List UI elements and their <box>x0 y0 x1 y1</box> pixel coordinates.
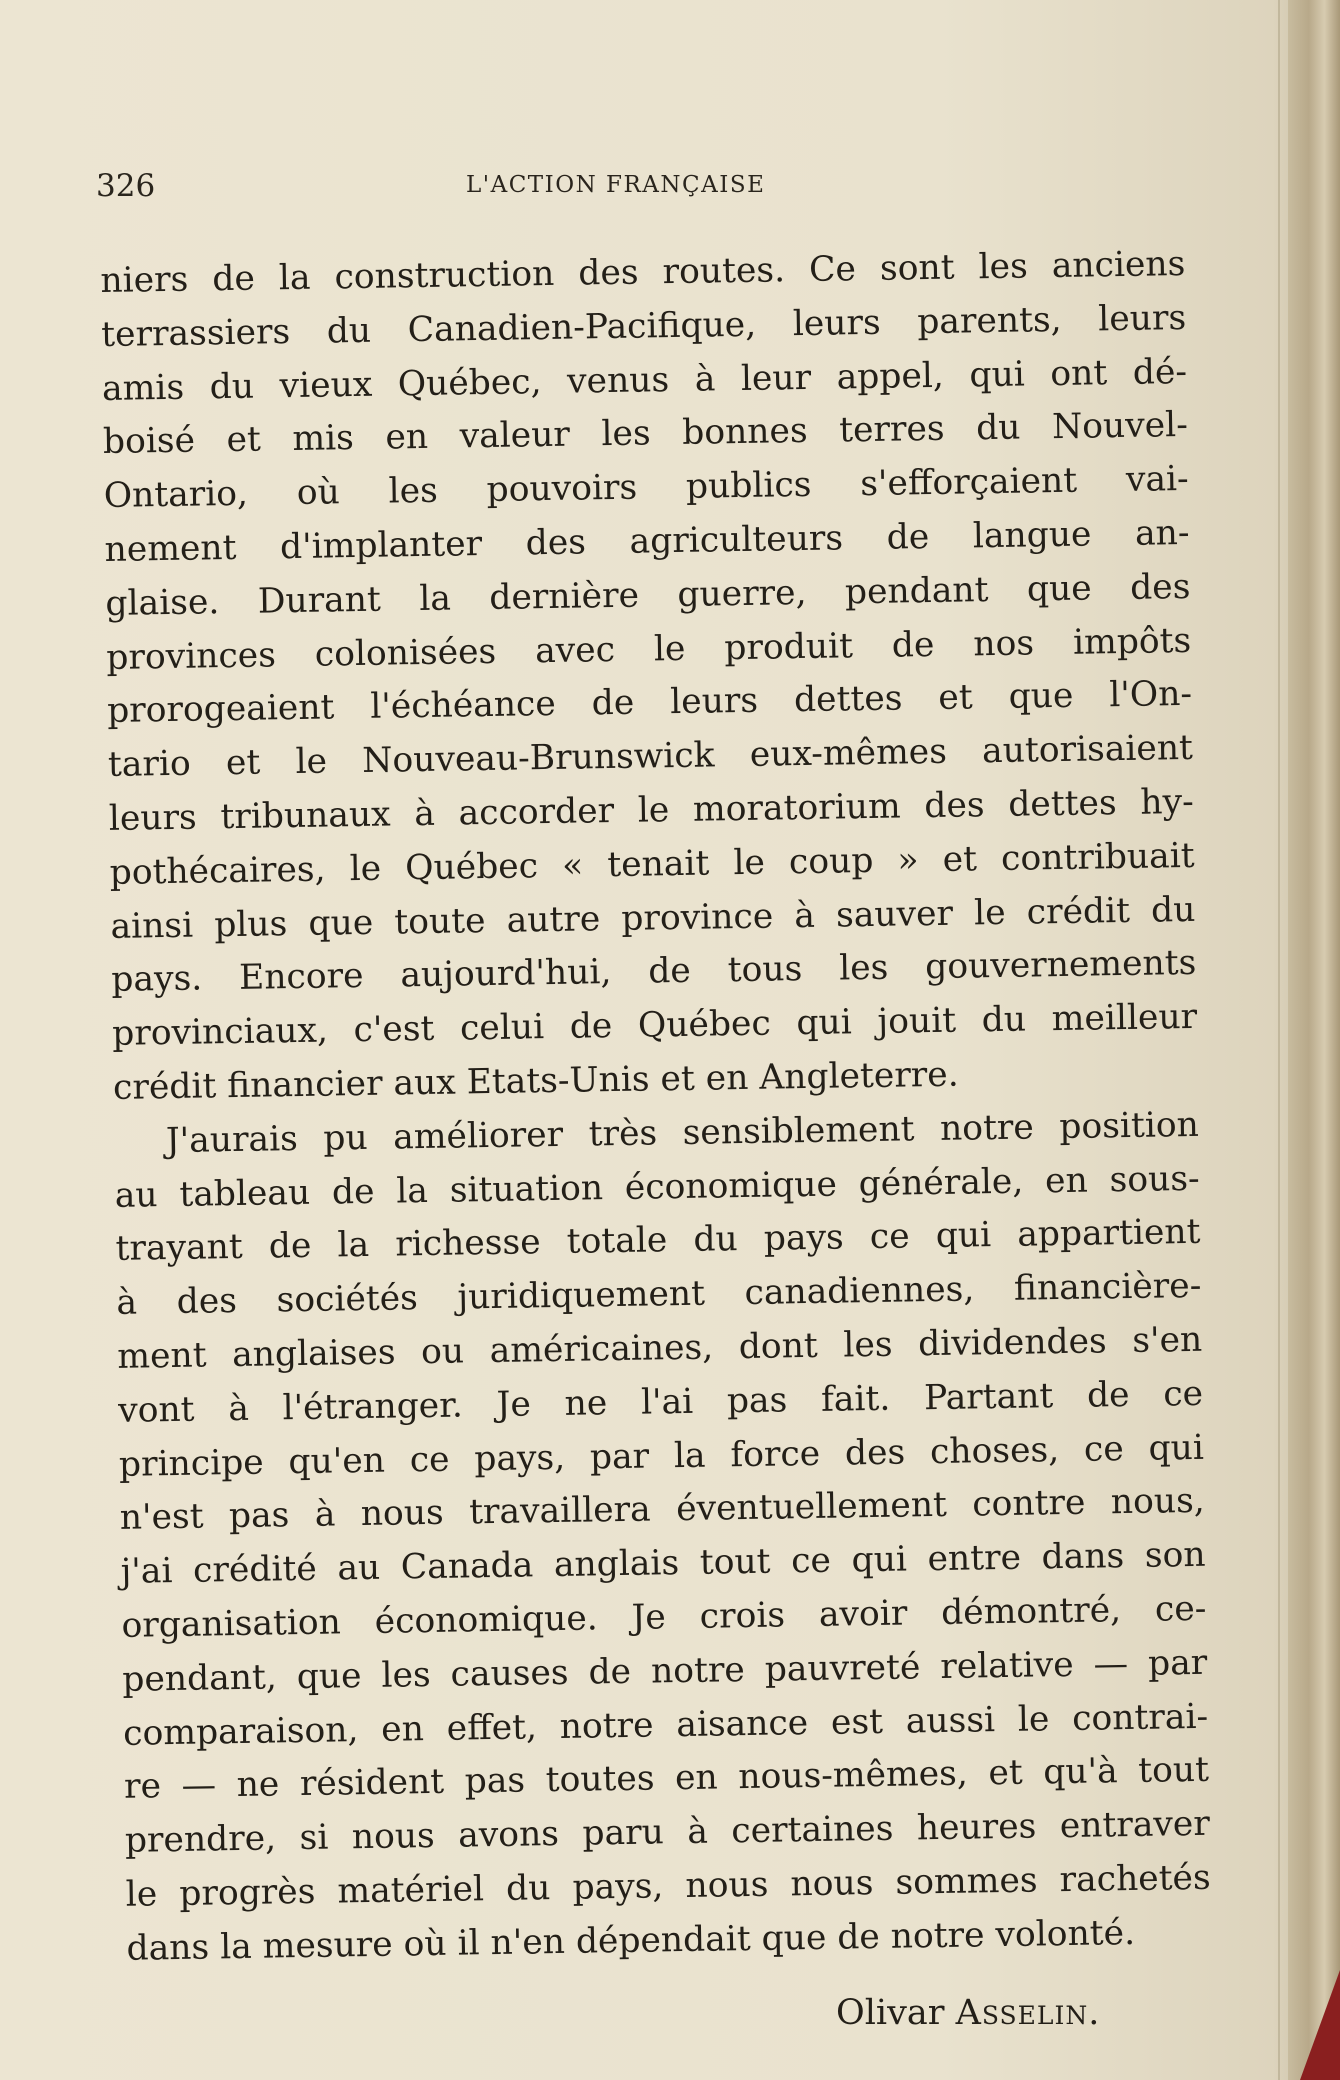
corner-tab <box>1300 1970 1340 2080</box>
text-line: le progrès matériel du pays, nous nous sommes rachetés <box>125 1857 1211 1915</box>
text-line: dans la mesure où il n'en dépendait que de notre volonté. <box>126 1912 1136 1969</box>
text-line: provinces colonisées avec le produit de nos impôts <box>106 620 1192 678</box>
text-line: ainsi plus que toute autre province à sauver le crédit du <box>110 889 1196 947</box>
text-line: Ontario, où les pouvoirs publics s'efforçaient vai- <box>103 459 1189 517</box>
text-line: J'aurais pu améliorer très sensiblement notre position <box>165 1104 1200 1161</box>
author-signature <box>836 1993 1100 2033</box>
text-line: vont à l'étranger. Je ne l'ai pas fait. Partant de ce <box>117 1373 1204 1431</box>
text-line: au tableau de la situation économique générale, en sous- <box>114 1158 1200 1216</box>
text-line: n'est pas à nous travaillera éventuellement contre nous, <box>119 1481 1206 1539</box>
text-line: ment anglaises ou américaines, dont les dividendes s'en <box>116 1319 1203 1377</box>
text-line: principe qu'en ce pays, par la force des choses, ce qui <box>118 1427 1205 1485</box>
page-edge-line <box>1278 0 1280 2080</box>
text-line: pendant, que les causes de notre pauvreté relative — par <box>122 1642 1208 1700</box>
text-line: j'ai crédité au Canada anglais tout ce qui entre dans son <box>120 1534 1206 1592</box>
text-line: nement d'implanter des agriculteurs de langue an- <box>104 512 1190 570</box>
text-line: tario et le Nouveau-Brunswick eux-mêmes autorisaient <box>107 728 1194 786</box>
text-line: leurs tribunaux à accorder le moratorium des dettes hy- <box>108 781 1195 839</box>
page-number: 326 <box>96 168 156 204</box>
text-line: niers de la construction des routes. Ce sont les anciens <box>100 243 1186 301</box>
running-head: L'ACTION FRANÇAISE <box>466 172 766 198</box>
page-edge <box>1288 0 1340 2080</box>
paragraph <box>114 1099 1212 1977</box>
text-line: comparaison, en effet, notre aisance est aussi le contrai- <box>122 1696 1209 1754</box>
text-line: re — ne résident pas toutes en nous-mêmes, et qu'à tout <box>123 1750 1210 1808</box>
text-line: pays. Encore aujourd'hui, de tous les gouvernements <box>111 943 1197 1001</box>
text-line: glaise. Durant la dernière guerre, pendant que des <box>105 566 1191 624</box>
text-line: trayant de la richesse totale du pays ce qui appartient <box>115 1212 1201 1270</box>
text-line: boisé et mis en valeur les bonnes terres du Nouvel- <box>102 405 1189 463</box>
text-line: amis du vieux Québec, venus à leur appel, qui ont dé- <box>101 351 1188 409</box>
text-line: pothécaires, le Québec « tenait le coup » et contribuait <box>109 835 1195 893</box>
text-line: terrassiers du Canadien-Pacifique, leurs parents, leurs <box>100 297 1187 355</box>
body-text <box>100 238 1212 1976</box>
text-line: prorogeaient l'échéance de leurs dettes et que l'On- <box>106 674 1193 732</box>
paragraph <box>100 238 1198 1116</box>
page-header <box>96 168 1186 208</box>
text-line: prendre, si nous avons paru à certaines heures entraver <box>124 1803 1211 1861</box>
text-line: crédit financier aux Etats-Unis et en Angleterre. <box>112 1054 959 1108</box>
text-line: à des sociétés juridiquement canadiennes, financière- <box>116 1265 1202 1324</box>
author-last-name: Asselin. <box>955 1993 1101 2033</box>
text-line: organisation économique. Je crois avoir démontré, ce- <box>121 1588 1207 1646</box>
author-first-name: Olivar <box>836 1993 945 2033</box>
text-line: provinciaux, c'est celui de Québec qui jouit du meilleur <box>111 997 1198 1055</box>
